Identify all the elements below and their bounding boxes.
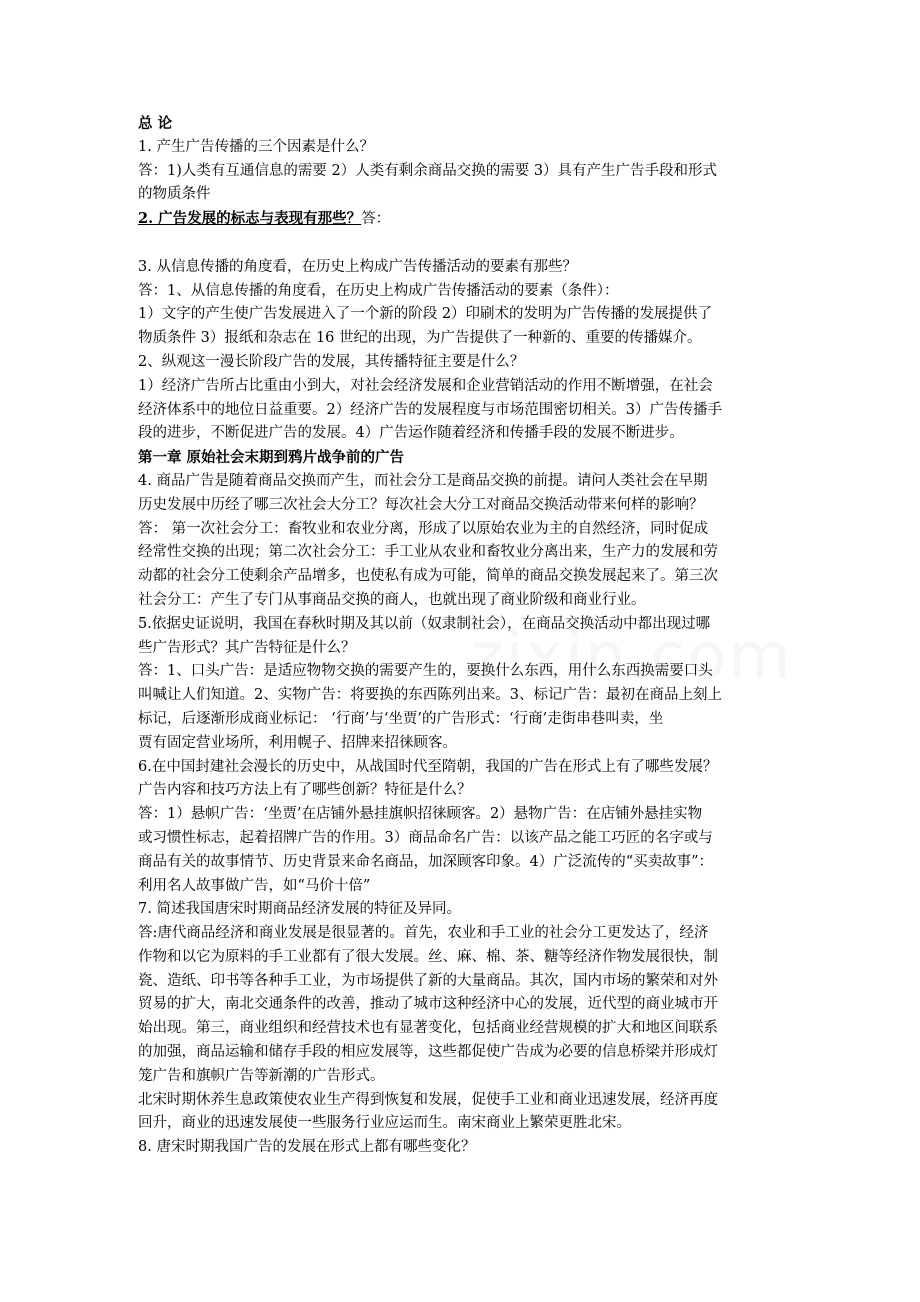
question-6-line-2: 广告内容和技巧方法上有了哪些创新？特征是什么？ <box>138 782 472 799</box>
answer-7-line-5: 始出现。第三，商业组织和经营技术也有显著变化，包括商业经营规模的扩大和地区间联系 <box>138 1020 718 1037</box>
answer-5-line-3: 标记，后逐渐形成商业标记： ‘行商’与‘坐贾’的广告形式：‘行商’走街串巷叫卖，坐 <box>138 710 664 727</box>
answer-3-line-1: 答：1、从信息传播的角度看，在历史上构成广告传播活动的要素（条件）： <box>138 282 619 299</box>
answer-3-line-2: 1）文字的产生使广告发展进入了一个新的阶段 2）印刷术的发明为广告传播的发展提供了 <box>138 306 713 323</box>
question-1: 1. 产生广告传播的三个因素是什么？ <box>138 138 374 155</box>
question-6-line-1: 6.在中国封建社会漫长的历史中，从战国时代至隋朝，我国的广告在形式上有了哪些发展？ <box>138 758 718 775</box>
answer-7-line-3: 瓷、造纸、印书等各种手工业，为市场提供了新的大量商品。其次，国内市场的繁荣和对外 <box>138 972 718 989</box>
answer-7-line-1: 答:唐代商品经济和商业发展是很显著的。首先，农业和手工业的社会分工更发达了，经济 <box>138 925 709 942</box>
answer-7-line-6: 的加强，商品运输和储存手段的相应发展等，这些都促使广告成为必要的信息桥梁并形成灯 <box>138 1044 718 1061</box>
question-2-answer-label: 答： <box>361 211 391 228</box>
answer-5-line-1: 答：1、口头广告：是适应物物交换的需要产生的，要换什么东西，用什么东西换需要口头 <box>138 663 713 680</box>
answer-6-line-1: 答：1）悬帜广告：‘坐贾’在店铺外悬挂旗帜招徕顾客。2）悬物广告：在店铺外悬挂实物 <box>138 806 703 823</box>
question-2 <box>138 207 788 232</box>
answer-3-line-3: 物质条件 3）报纸和杂志在 16 世纪的出现，为广告提供了一种新的、重要的传播媒介。 <box>138 330 702 347</box>
answer-7-line-9: 回升，商业的迅速发展使一些服务行业应运而生。南宋商业上繁荣更胜北宋。 <box>138 1115 631 1132</box>
answer-3-line-7: 段的进步，不断促进广告的发展。4）广告运作随着经济和传播手段的发展不断进步。 <box>138 425 684 442</box>
answer-7-line-4: 贸易的扩大，南北交通条件的改善，推动了城市这种经济中心的发展，近代型的商业城市开 <box>138 996 718 1013</box>
answer-3-line-4: 2、纵观这一漫长阶段广告的发展，其传播特征主要是什么？ <box>138 353 525 370</box>
answer-4-line-2: 经常性交换的出现；第二次社会分工：手工业从农业和畜牧业分离出来，生产力的发展和劳 <box>138 544 718 561</box>
answer-1-line-2: 的物质条件 <box>138 186 211 203</box>
answer-1-line-1: 答：1)人类有互通信息的需要 2）人类有剩余商品交换的需要 3）具有产生广告手段和形式 <box>138 162 718 179</box>
answer-6-line-2: 或习惯性标志，起着招牌广告的作用。3）商品命名广告：以该产品之能工巧匠的名字或与 <box>138 829 713 846</box>
answer-7-line-7: 笼广告和旗帜广告等新潮的广告形式。 <box>138 1067 385 1084</box>
question-2-text: 2. 广告发展的标志与表现有那些？ <box>138 210 362 228</box>
answer-4-line-3: 动都的社会分工使剩余产品增多，也使私有成为可能，简单的商品交换发展起来了。第三次 <box>138 568 718 585</box>
answer-7-line-8: 北宋时期休养生息政策使农业生产得到恢复和发展，促使手工业和商业迅速发展，经济再度 <box>138 1091 718 1108</box>
question-7: 7. 简述我国唐宋时期商品经济发展的特征及异同。 <box>138 901 461 918</box>
question-5-line-1: 5.依据史证说明，我国在春秋时期及其以前（奴隶制社会），在商品交换活动中都出现过哪 <box>138 615 711 632</box>
answer-6-line-4: 利用名人故事做广告，如“马价十倍” <box>138 877 371 894</box>
chapter-1-heading: 第一章 原始社会末期到鸦片战争前的广告 <box>138 449 405 467</box>
answer-4-line-4: 社会分工：产生了专门从事商品交换的商人，也就出现了商业阶级和商业行业。 <box>138 591 646 608</box>
question-5-line-2: 些广告形式？其广告特征是什么？ <box>138 639 356 656</box>
answer-6-line-3: 商品有关的故事情节、历史背景来命名商品，加深顾客印象。4）广泛流传的“买卖故事”： <box>138 853 714 870</box>
document-body <box>138 112 788 1160</box>
question-4-line-2: 历史发展中历经了哪三次社会大分工？每次社会大分工对商品交换活动带来何样的影响？ <box>138 496 704 513</box>
answer-5-line-2: 叫喊让人们知道。2、实物广告：将要换的东西陈列出来。3、标记广告：最初在商品上刻上 <box>138 687 722 704</box>
answer-3-line-6: 经济体系中的地位日益重要。2）经济广告的发展程度与市场范围密切相关。3）广告传播手 <box>138 401 722 418</box>
section-heading-general: 总 论 <box>138 115 173 132</box>
answer-5-line-4: 贾有固定营业场所，利用幌子、招牌来招徕顾客。 <box>138 734 457 751</box>
blank-line <box>138 232 788 256</box>
answer-3-line-5: 1）经济广告所占比重由小到大，对社会经济发展和企业营销活动的作用不断增强，在社会 <box>138 377 713 394</box>
answer-7-line-2: 作物和以它为原料的手工业都有了很大发展。丝、麻、棉、茶、糖等经济作物发展很快，制 <box>138 948 718 965</box>
question-4-line-1: 4. 商品广告是随着商品交换而产生，而社会分工是商品交换的前提。请问人类社会在早期 <box>138 472 708 489</box>
question-3: 3. 从信息传播的角度看，在历史上构成广告传播活动的要素有那些？ <box>138 258 577 275</box>
question-8: 8. 唐宋时期我国广告的发展在形式上都有哪些变化？ <box>138 1139 476 1156</box>
answer-4-line-1: 答： 第一次社会分工：畜牧业和农业分离，形成了以原始农业为主的自然经济，同时促成 <box>138 520 709 537</box>
